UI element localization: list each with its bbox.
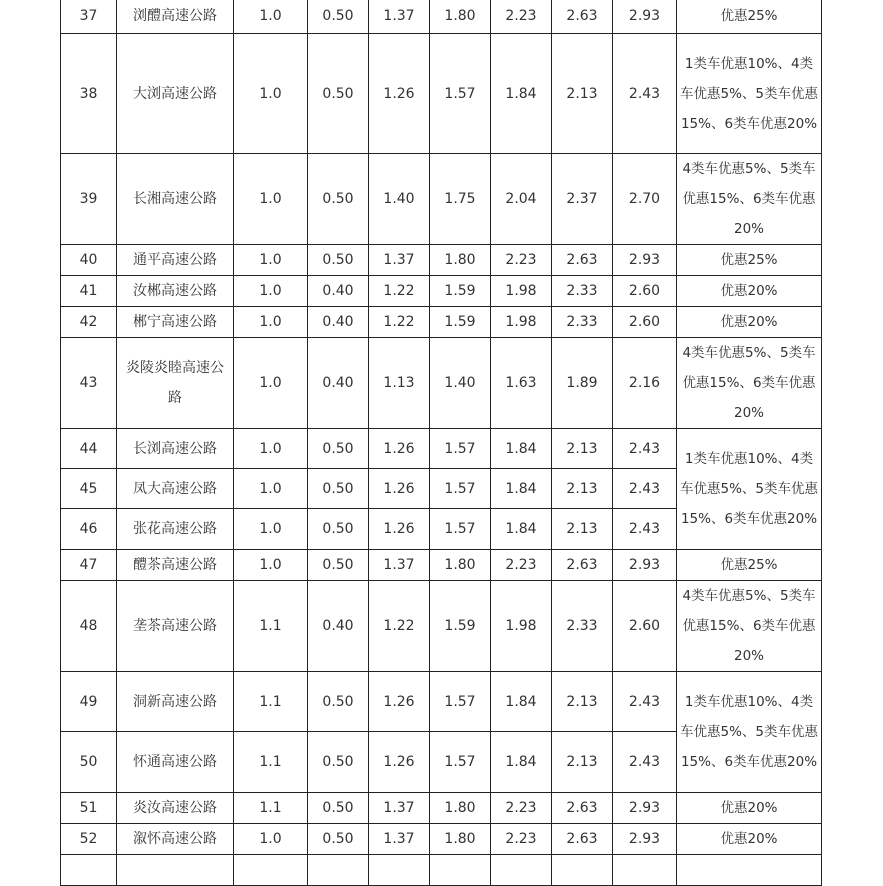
rate-cell: 1.26 bbox=[369, 469, 430, 509]
table-row bbox=[61, 429, 822, 469]
road-name: 怀通高速公路 bbox=[117, 732, 234, 793]
road-name: 浏醴高速公路 bbox=[117, 0, 234, 34]
rate-cell: 1.1 bbox=[234, 581, 308, 672]
row-number: 39 bbox=[61, 154, 117, 245]
road-name: 炎汝高速公路 bbox=[117, 793, 234, 824]
rate-cell: 1.75 bbox=[430, 154, 491, 245]
rate-cell: 1.80 bbox=[430, 0, 491, 34]
road-name: 张花高速公路 bbox=[117, 509, 234, 550]
table-row bbox=[61, 581, 822, 672]
row-number: 40 bbox=[61, 245, 117, 276]
rate-cell: 2.93 bbox=[613, 824, 677, 855]
table-row bbox=[61, 855, 822, 886]
rate-cell: 2.43 bbox=[613, 672, 677, 732]
rate-cell: 2.23 bbox=[491, 550, 552, 581]
rate-cell: 1.59 bbox=[430, 581, 491, 672]
rate-cell: 2.93 bbox=[613, 245, 677, 276]
rate-cell: 1.26 bbox=[369, 732, 430, 793]
rate-cell: 2.63 bbox=[552, 245, 613, 276]
road-name: 长湘高速公路 bbox=[117, 154, 234, 245]
rate-cell: 2.43 bbox=[613, 429, 677, 469]
rate-cell: 0.50 bbox=[308, 550, 369, 581]
rate-cell: 2.16 bbox=[613, 338, 677, 429]
road-name: 长浏高速公路 bbox=[117, 429, 234, 469]
row-number: 46 bbox=[61, 509, 117, 550]
row-number: 37 bbox=[61, 0, 117, 34]
rate-cell: 1.57 bbox=[430, 469, 491, 509]
rate-cell: 2.13 bbox=[552, 429, 613, 469]
road-name: 通平高速公路 bbox=[117, 245, 234, 276]
rate-cell: 0.50 bbox=[308, 469, 369, 509]
rate-cell: 2.43 bbox=[613, 34, 677, 154]
table-row bbox=[61, 793, 822, 824]
rate-cell: 1.22 bbox=[369, 581, 430, 672]
rate-cell: 2.33 bbox=[552, 276, 613, 307]
rate-cell: 1.59 bbox=[430, 307, 491, 338]
road-name: 炎陵炎睦高速公路 bbox=[117, 338, 234, 429]
table-row bbox=[61, 276, 822, 307]
rate-cell: 0.50 bbox=[308, 732, 369, 793]
road-name: 大浏高速公路 bbox=[117, 34, 234, 154]
rate-cell: 1.57 bbox=[430, 509, 491, 550]
rate-cell: 1.0 bbox=[234, 509, 308, 550]
road-name: 洞新高速公路 bbox=[117, 672, 234, 732]
discount-note: 优惠25% bbox=[677, 550, 822, 581]
rate-cell: 2.23 bbox=[491, 0, 552, 34]
discount-note: 4类车优惠5%、5类车优惠15%、6类车优惠20% bbox=[677, 581, 822, 672]
rate-cell: 2.33 bbox=[552, 307, 613, 338]
rate-cell: 2.93 bbox=[613, 550, 677, 581]
rate-cell: 1.0 bbox=[234, 550, 308, 581]
rate-cell: 1.1 bbox=[234, 672, 308, 732]
rate-cell: 1.59 bbox=[430, 276, 491, 307]
rate-cell: 2.13 bbox=[552, 732, 613, 793]
rate-cell: 1.57 bbox=[430, 672, 491, 732]
rate-cell: 1.57 bbox=[430, 34, 491, 154]
table-row bbox=[61, 245, 822, 276]
rate-cell: 1.0 bbox=[234, 276, 308, 307]
discount-note: 1类车优惠10%、4类车优惠5%、5类车优惠15%、6类车优惠20% bbox=[677, 34, 822, 154]
row-number: 47 bbox=[61, 550, 117, 581]
rate-cell: 0.50 bbox=[308, 245, 369, 276]
rate-cell: 2.60 bbox=[613, 307, 677, 338]
discount-note: 优惠25% bbox=[677, 0, 822, 34]
discount-note: 4类车优惠5%、5类车优惠15%、6类车优惠20% bbox=[677, 154, 822, 245]
rate-cell: 0.40 bbox=[308, 338, 369, 429]
rate-cell: 2.60 bbox=[613, 581, 677, 672]
rate-cell: 2.23 bbox=[491, 824, 552, 855]
road-name: 汝郴高速公路 bbox=[117, 276, 234, 307]
row-number: 38 bbox=[61, 34, 117, 154]
rate-cell: 1.1 bbox=[234, 793, 308, 824]
row-number: 50 bbox=[61, 732, 117, 793]
rate-cell: 1.80 bbox=[430, 550, 491, 581]
rate-cell: 1.80 bbox=[430, 793, 491, 824]
rate-cell: 0.50 bbox=[308, 509, 369, 550]
rate-cell: 0.50 bbox=[308, 429, 369, 469]
rate-cell: 1.57 bbox=[430, 732, 491, 793]
row-number: 43 bbox=[61, 338, 117, 429]
rate-cell: 1.37 bbox=[369, 793, 430, 824]
rate-cell: 1.84 bbox=[491, 509, 552, 550]
rate-cell: 0.50 bbox=[308, 34, 369, 154]
rate-cell: 1.84 bbox=[491, 732, 552, 793]
discount-note: 优惠20% bbox=[677, 276, 822, 307]
rate-cell: 2.04 bbox=[491, 154, 552, 245]
row-number: 42 bbox=[61, 307, 117, 338]
rate-cell: 1.0 bbox=[234, 245, 308, 276]
rate-cell: 2.93 bbox=[613, 0, 677, 34]
rate-cell: 1.26 bbox=[369, 34, 430, 154]
rate-cell: 0.50 bbox=[308, 793, 369, 824]
rate-cell: 1.84 bbox=[491, 672, 552, 732]
rate-cell: 1.22 bbox=[369, 276, 430, 307]
rate-cell: 2.13 bbox=[552, 509, 613, 550]
rate-cell: 1.98 bbox=[491, 276, 552, 307]
rate-cell: 0.40 bbox=[308, 307, 369, 338]
discount-note: 1类车优惠10%、4类车优惠5%、5类车优惠15%、6类车优惠20% bbox=[677, 672, 822, 793]
rate-cell: 2.63 bbox=[552, 793, 613, 824]
rate-cell: 1.26 bbox=[369, 509, 430, 550]
rate-cell: 1.84 bbox=[491, 469, 552, 509]
table-row bbox=[61, 550, 822, 581]
rate-cell: 1.98 bbox=[491, 581, 552, 672]
rate-cell: 2.43 bbox=[613, 469, 677, 509]
table-row bbox=[61, 34, 822, 154]
row-number: 51 bbox=[61, 793, 117, 824]
row-number: 52 bbox=[61, 824, 117, 855]
rate-cell: 1.37 bbox=[369, 824, 430, 855]
rate-cell: 2.23 bbox=[491, 245, 552, 276]
table-row bbox=[61, 154, 822, 245]
road-name: 溆怀高速公路 bbox=[117, 824, 234, 855]
rate-cell: 0.50 bbox=[308, 154, 369, 245]
road-name: 郴宁高速公路 bbox=[117, 307, 234, 338]
road-name: 凤大高速公路 bbox=[117, 469, 234, 509]
table-row bbox=[61, 307, 822, 338]
rate-cell: 1.57 bbox=[430, 429, 491, 469]
rate-cell: 2.13 bbox=[552, 34, 613, 154]
row-number: 41 bbox=[61, 276, 117, 307]
rate-cell: 1.0 bbox=[234, 469, 308, 509]
rate-cell: 2.33 bbox=[552, 581, 613, 672]
row-number: 44 bbox=[61, 429, 117, 469]
rate-cell: 2.60 bbox=[613, 276, 677, 307]
rate-cell: 0.40 bbox=[308, 581, 369, 672]
row-number: 49 bbox=[61, 672, 117, 732]
rate-cell: 1.84 bbox=[491, 34, 552, 154]
rate-cell: 1.37 bbox=[369, 550, 430, 581]
rate-cell: 1.0 bbox=[234, 154, 308, 245]
rate-cell: 0.40 bbox=[308, 276, 369, 307]
rate-cell: 1.80 bbox=[430, 245, 491, 276]
rate-cell: 0.50 bbox=[308, 672, 369, 732]
discount-note: 4类车优惠5%、5类车优惠15%、6类车优惠20% bbox=[677, 338, 822, 429]
rate-cell: 2.43 bbox=[613, 732, 677, 793]
rate-cell: 1.98 bbox=[491, 307, 552, 338]
rate-cell: 1.13 bbox=[369, 338, 430, 429]
rate-cell: 1.26 bbox=[369, 672, 430, 732]
rate-cell: 1.0 bbox=[234, 338, 308, 429]
rate-cell: 1.1 bbox=[234, 732, 308, 793]
row-number: 48 bbox=[61, 581, 117, 672]
discount-note: 优惠25% bbox=[677, 245, 822, 276]
rate-cell: 2.13 bbox=[552, 469, 613, 509]
table-row bbox=[61, 338, 822, 429]
rate-cell: 1.37 bbox=[369, 245, 430, 276]
rate-cell: 2.23 bbox=[491, 793, 552, 824]
discount-note: 优惠20% bbox=[677, 307, 822, 338]
rate-cell: 1.0 bbox=[234, 429, 308, 469]
rate-cell: 2.63 bbox=[552, 550, 613, 581]
rate-cell: 1.89 bbox=[552, 338, 613, 429]
rate-cell: 2.43 bbox=[613, 509, 677, 550]
road-name: 醴茶高速公路 bbox=[117, 550, 234, 581]
rate-cell: 1.0 bbox=[234, 0, 308, 34]
table-row bbox=[61, 672, 822, 732]
table-row bbox=[61, 0, 822, 34]
rate-cell: 1.22 bbox=[369, 307, 430, 338]
rate-cell: 2.70 bbox=[613, 154, 677, 245]
discount-note: 优惠20% bbox=[677, 793, 822, 824]
rate-cell: 2.13 bbox=[552, 672, 613, 732]
row-number: 45 bbox=[61, 469, 117, 509]
rate-cell: 2.63 bbox=[552, 824, 613, 855]
rate-cell: 1.26 bbox=[369, 429, 430, 469]
rate-cell: 1.0 bbox=[234, 824, 308, 855]
rate-cell: 2.37 bbox=[552, 154, 613, 245]
rate-cell: 1.84 bbox=[491, 429, 552, 469]
rate-cell: 1.40 bbox=[369, 154, 430, 245]
rate-cell: 1.0 bbox=[234, 34, 308, 154]
rate-cell: 0.50 bbox=[308, 0, 369, 34]
road-name: 垄茶高速公路 bbox=[117, 581, 234, 672]
rate-cell: 1.40 bbox=[430, 338, 491, 429]
rate-cell: 1.80 bbox=[430, 824, 491, 855]
table-row bbox=[61, 824, 822, 855]
rate-cell: 1.63 bbox=[491, 338, 552, 429]
rate-cell: 0.50 bbox=[308, 824, 369, 855]
rate-cell: 2.93 bbox=[613, 793, 677, 824]
rate-cell: 1.37 bbox=[369, 0, 430, 34]
toll-rate-table bbox=[60, 0, 822, 886]
discount-note: 优惠20% bbox=[677, 824, 822, 855]
rate-cell: 2.63 bbox=[552, 0, 613, 34]
discount-note: 1类车优惠10%、4类车优惠5%、5类车优惠15%、6类车优惠20% bbox=[677, 429, 822, 550]
rate-cell: 1.0 bbox=[234, 307, 308, 338]
